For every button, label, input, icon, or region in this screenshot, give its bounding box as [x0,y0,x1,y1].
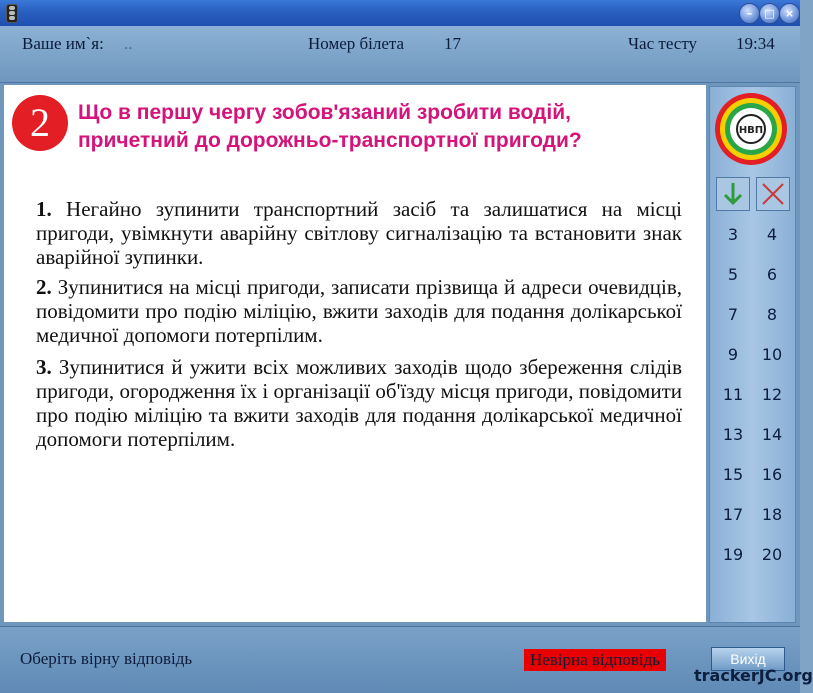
ticket-number: 17 [444,34,461,53]
answer-option-2[interactable] [36,275,682,347]
logo-text: НВП [738,125,764,136]
answer-number: 3. [36,355,52,379]
question-number-link[interactable]: 15 [722,465,744,484]
close-button[interactable]: × [779,3,800,24]
answer-text: Зупинитися й ужити всіх можливих заходів щодо збереження слідів пригоди, огородження їх і організації об'їзду місця пригоди, повідомити про подію міліцію та вжити заходів для подання долікарської медичної допомоги потерпілим. [36,355,683,451]
question-number-link[interactable]: 12 [761,385,783,404]
question-number-link[interactable]: 4 [766,225,778,244]
minimize-button[interactable]: – [739,3,760,24]
next-arrow-button[interactable] [716,177,750,211]
answer-text: Негайно зупинити транспортний засіб та залишатися на місці пригоди, увімкнути аварійну світлову сигналізацію та встановити знак аварійної зупинки. [36,197,683,269]
question-number-badge: 2 [12,95,68,151]
question-number-link[interactable]: 9 [727,345,739,364]
nvp-logo [713,91,789,167]
answer-number: 2. [36,275,52,299]
time-value: 19:34 [736,34,775,53]
prompt-text: Оберіть вірну відповідь [20,649,193,668]
question-navigator [709,86,796,623]
question-number-link[interactable]: 5 [727,265,739,284]
question-number-link[interactable]: 3 [727,225,739,244]
header-bar [0,26,800,83]
skip-button[interactable] [756,177,790,211]
question-number-link[interactable]: 17 [722,505,744,524]
question-number-link[interactable]: 11 [722,385,744,404]
exit-button[interactable]: Вихід [711,647,785,671]
time-label: Час тесту [628,34,698,53]
answer-option-1[interactable] [36,197,682,269]
answer-text: Зупинитися на місці пригоди, записати прізвища й адреси очевидців, повідомити про подію міліцію, вжити заходів для подання долікарської медичної допомоги потерпілим. [36,275,682,347]
question-text: Що в першу чергу зобов'язаний зробити водій, причетний до дорожньо-транспортної пригоди? [78,101,582,152]
question-number-link[interactable]: 16 [761,465,783,484]
watermark-text: trackerJC.org [694,666,813,685]
answer-number: 1. [36,197,52,221]
answer-option-3[interactable] [36,355,682,451]
ticket-label: Номер білета [308,34,405,53]
question-number-link[interactable]: 18 [761,505,783,524]
answer-status-badge: Невірна відповідь [524,649,666,671]
question-number-link[interactable]: 10 [761,345,783,364]
name-value: .. [124,34,133,53]
question-number-link[interactable]: 14 [761,425,783,444]
maximize-button[interactable]: □ [759,3,780,24]
question-number-link[interactable]: 6 [766,265,778,284]
question-number-link[interactable]: 19 [722,545,744,564]
question-number-link[interactable]: 8 [766,305,778,324]
name-label: Ваше им`я: [22,34,104,53]
question-pane [4,85,706,622]
traffic-light-icon [6,4,18,23]
question-number-link[interactable]: 20 [761,545,783,564]
arrow-down-icon [717,178,749,210]
question-number-link[interactable]: 7 [727,305,739,324]
footer-bar [0,626,800,693]
title-bar [0,0,800,26]
cross-icon [757,178,789,210]
question-number-link[interactable]: 13 [722,425,744,444]
